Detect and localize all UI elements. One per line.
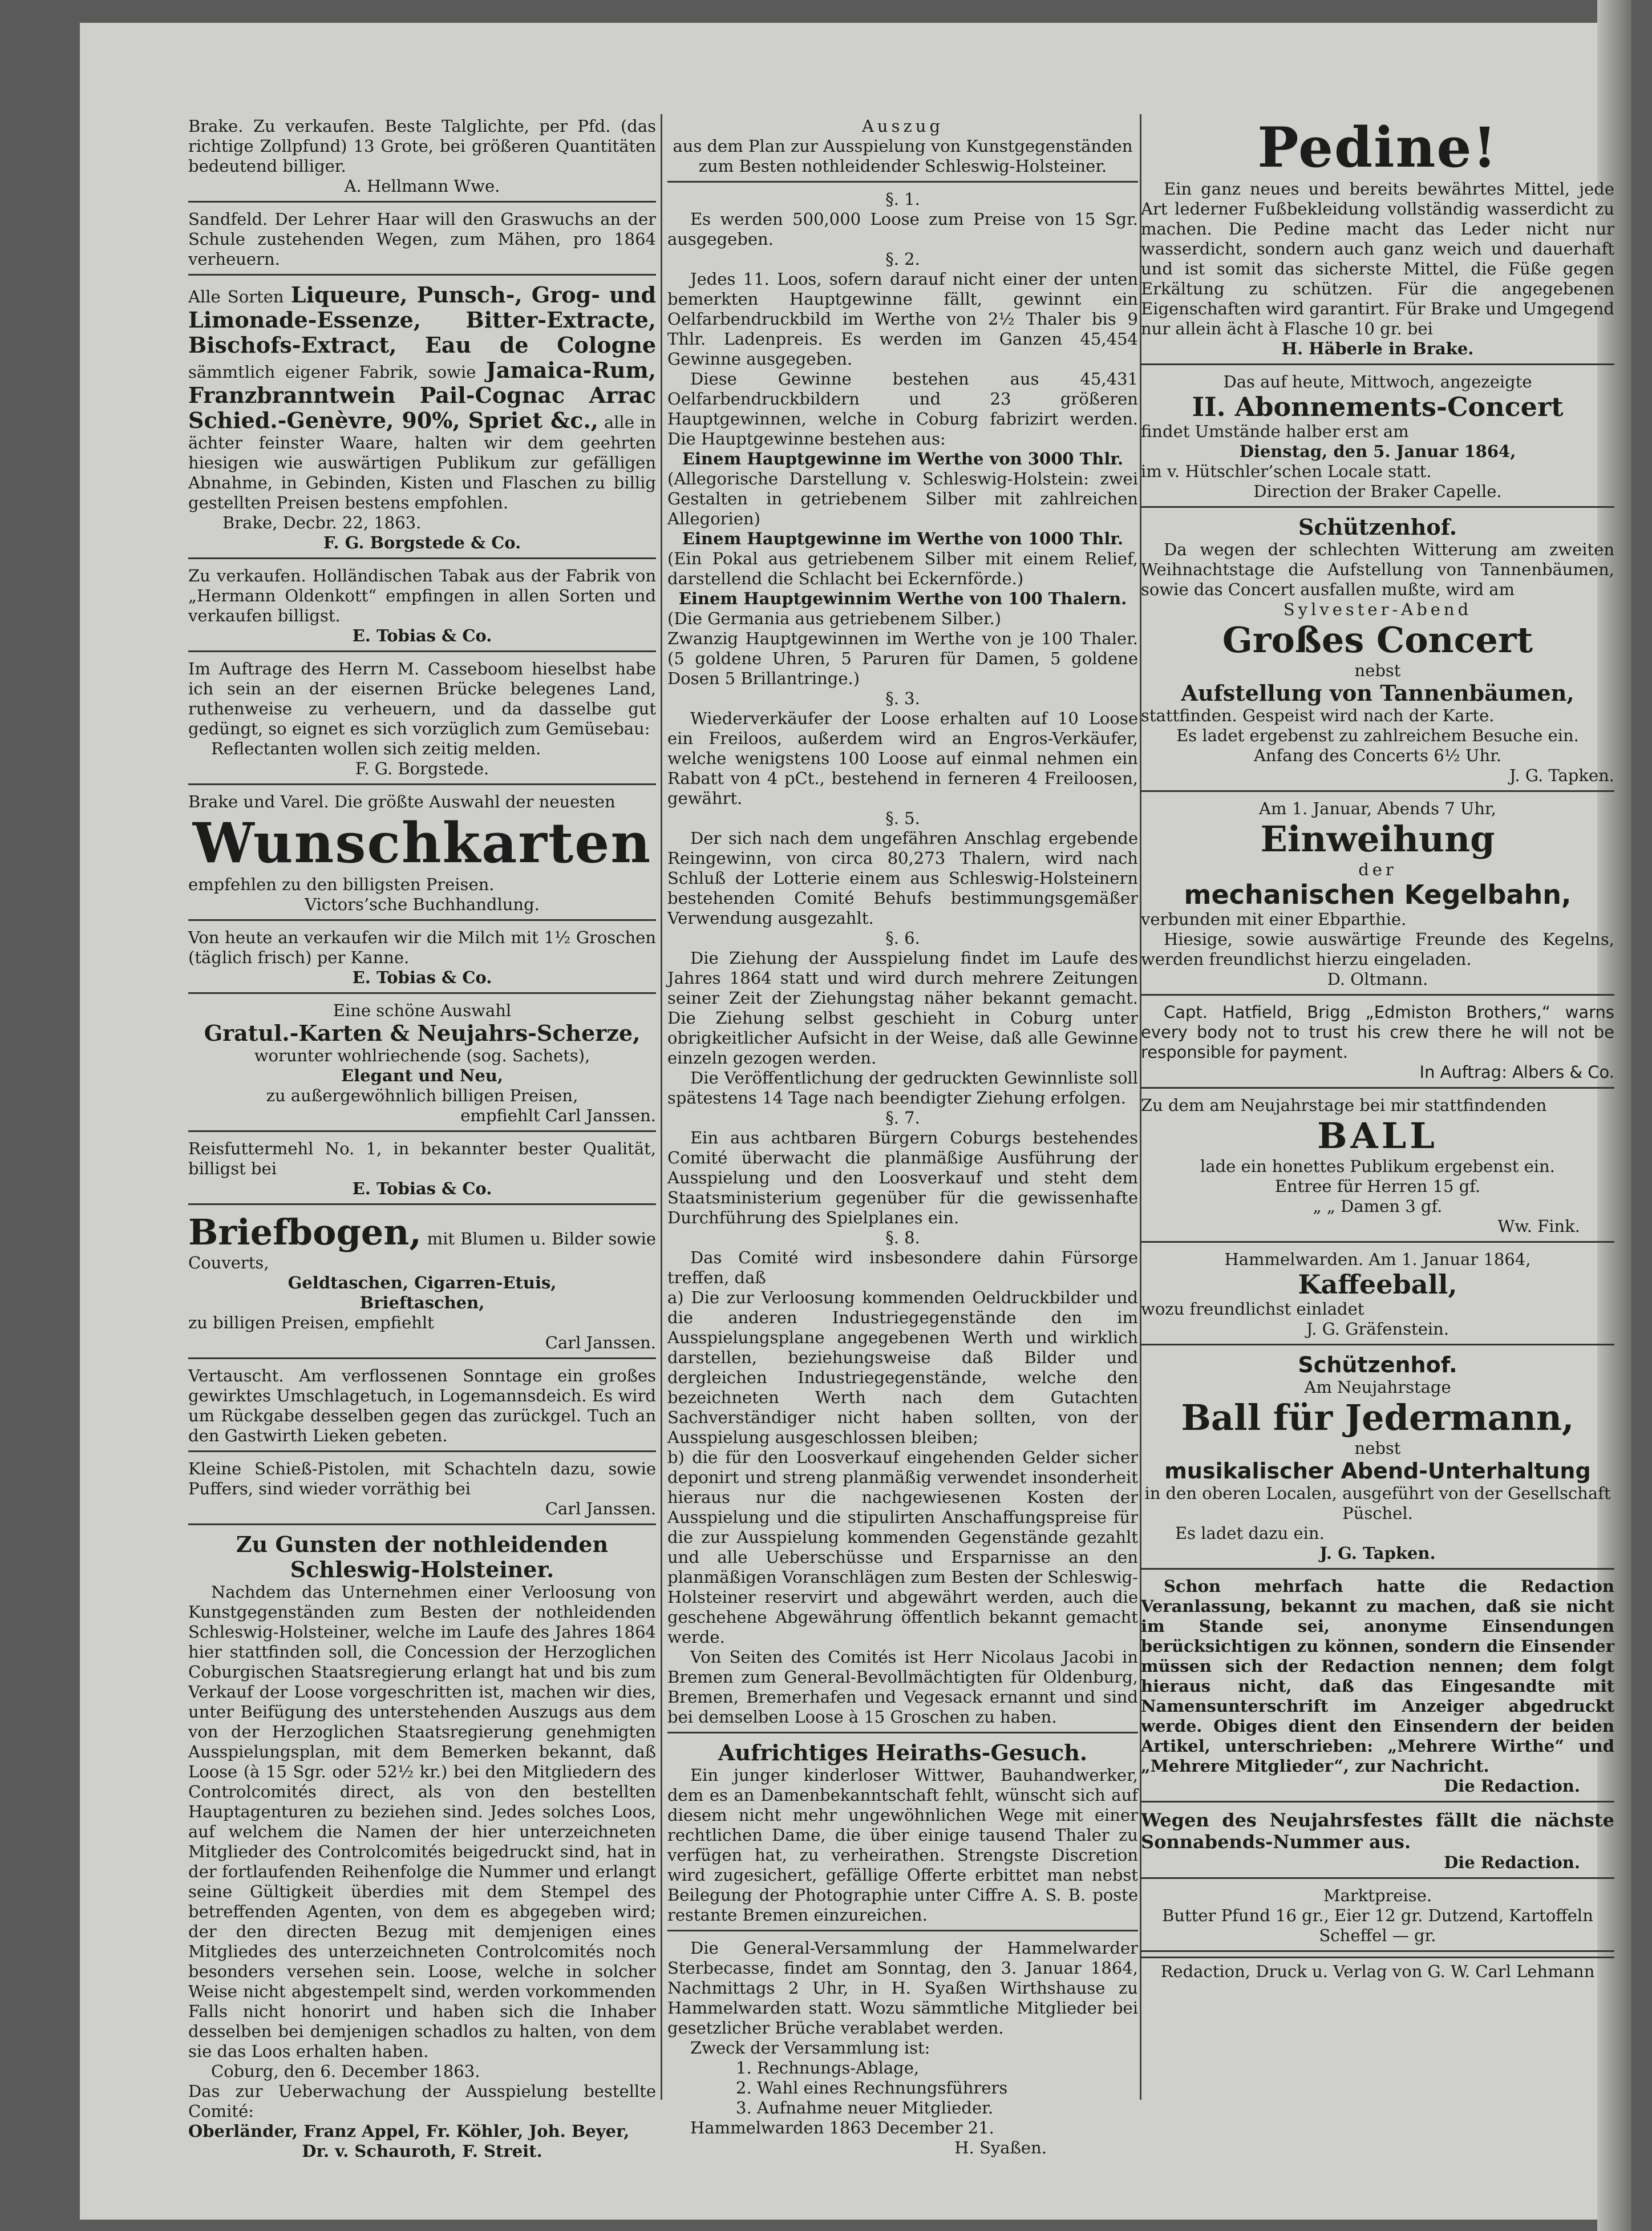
ad-text: Geldtaschen, Cigarren-Etuis, [288,1273,557,1292]
ad-headline: II. Abonnements-Concert [1192,391,1564,422]
ad-text: Capt. Hatfield, Brigg „Edmiston Brothers,“ warns every body not to trust his crew there he will not be responsible for payment. [1141,1003,1614,1062]
ad-text: Ein ganz neues und bereits bewährtes Mittel, jede Art lederner Fußbekleidung vollständig wasserdicht zu machen. Die Pedine macht das Leder nicht nur wasserdicht, sondern auch ganz weich und dauerhaft und ist somit das sicherste Mittel, die Füße gegen Erkältung zu schützen. Für die angegebenen Eigenschaften wird garantirt. Für Brake und Umgegend nur allein ächt à Flasche 10 gr. bei [1141,179,1614,338]
ad-ball-fuer-jedermann [1141,1350,1614,1570]
ad-signature: Victors’sche Buchhandlung. [305,895,540,914]
ad-signature: Direction der Braker Capelle. [1253,482,1502,501]
ad-wunschkarten [188,790,656,921]
ad-schuetzenhof-concert [1141,512,1614,792]
ad-signature: empfiehlt Carl Janssen. [460,1106,656,1125]
ad-text: Zu verkaufen. Holländischen Tabak aus der Fabrik von „Hermann Oldenkott“ empfingen in allen Sorten und verkaufen billigst. [188,566,656,625]
ad-text: Zu dem am Neujahrstage bei mir stattfindenden [1141,1096,1547,1115]
ad-text: lade ein honettes Publikum ergebenst ein. [1200,1157,1555,1176]
paragraph-text: Jedes 11. Loos, sofern darauf nicht einer der unten bemerkten Hauptgewinne fällt, gewinnt ein Oelfarbendruckbild im Werthe von 2½ Thaler bis 9 Thlr. Ladenpreis. Es werden im Ganzen 45,454 Gewinne ausgegeben. [667,269,1138,369]
ad-signature: A. Hellmann Wwe. [344,176,500,196]
ad-text: nebst [1354,661,1401,680]
ad-heirathsgesuch [667,1738,1138,1931]
ad-headline: Liqueure, Punsch-, Grog- und Limonade-Essenze, Bitter-Extracte, Bischofs-Extract, Eau de Cologne [188,282,657,358]
ad-text: Reflectanten wollen sich zeitig melden. [211,739,541,758]
ad-date: Hammelwarden 1863 December 21. [690,2118,994,2137]
ad-text: sämmtlich eigener Fabrik, sowie [188,362,476,382]
prize-text: (Ein Pokal aus getriebenem Silber mit einem Relief, darstellend die Schlacht bei Eckernförde.) [667,549,1138,588]
notice-text: Schon mehrfach hatte die Redaction Veranlassung, bekannt zu machen, daß sie nicht im Stande sei, anonyme Einsendungen berücksichtigen zu können, sondern die Einsender müssen sich der Redaction nennen; dem folgt hieraus nicht, daß das Eingesandte mit Namensunterschrift im Anzeiger abgedruckt werde. Obiges dient den Einsendern der beiden Artikel, unterschrieben: „Mehrere Wirthe“ und „Mehrere Mitglieder“, zur Nachricht. [1141,1577,1614,1776]
ad-headline: Schleswig-Holsteiner. [290,1557,554,1582]
ad-signature: Carl Janssen. [545,1333,656,1352]
ad-headline: BALL [1317,1115,1438,1157]
ad-signature: F. G. Borgstede. [355,759,489,778]
ad-briefbogen [188,1210,656,1359]
prize-text: Zwanzig Hauptgewinnen im Werthe von je 100 Thaler. (5 goldene Uhren, 5 Paruren für Damen, 5 goldene Dosen 5 Brillantringe.) [667,629,1138,688]
ad-text: Sylvester-Abend [1283,600,1472,619]
ad-signature: E. Tobias & Co. [352,968,492,987]
ad-milch [188,925,656,994]
lottery-plan [667,114,1138,183]
paragraph-text: b) die für den Loosverkauf eingehenden Gelder sicher deponirt und streng planmäßig verwendet insonderheit hieraus nur die nachgewiesenen Kosten der Ausspielung und die stipulirten Anschaffungspreise für die zur Ausspielung kommenden Gegenstände gezahlt und alle Ueberschüsse und Ersparnisse an den planmäßigen Voranschlägen zum Besten der Schleswig-Holsteiner reservirt und abgewährt werden, auch die geschehene Abgewährung öffentlich bekannt gemacht werde. [667,1448,1138,1647]
ad-liqueure [188,280,656,559]
ad-text: findet Umstände halber erst am [1141,422,1409,441]
ad-headline: Schützenhof. [1298,514,1457,540]
paragraph-text: Wiederverkäufer der Loose erhalten auf 10 Loose ein Freiloos, außerdem wird an Engros-Verkäufer, welche wenigstens 100 Loose auf einmal nehmen ein Rabatt von 4 pCt., bestehend in ferneren 4 Freiloosen, gewährt. [667,709,1138,808]
market-title: Marktpreise. [1323,1886,1432,1905]
paragraph-number: §. 6. [885,928,920,948]
paragraph-number: §. 7. [885,1108,920,1127]
ad-text: Brieftaschen, [359,1293,485,1312]
ad-text: Zweck der Versammlung ist: [690,2038,930,2058]
ad-headline: Einweihung [1260,818,1495,860]
ad-date: Brake, Decbr. 22, 1863. [222,513,422,532]
ad-text: Anfang des Concerts 6½ Uhr. [1253,746,1502,765]
column-1 [188,114,656,2171]
ad-headline: Wunschkarten [192,811,652,875]
ad-land [188,657,656,785]
paragraph-text: Ein aus achtbaren Bürgern Coburgs bestehendes Comité überwacht die planmäßige Ausführung der Ausspielung und den Loosverkauf und steht dem Staatsministerium gegenüber für die gewissenhafte Durchführung des Spielplanes ein. [667,1128,1138,1227]
ad-text: im v. Hütschler’schen Locale statt. [1141,462,1432,481]
prize-text: (Allegorische Darstellung v. Schleswig-Holstein: zwei Gestalten in getriebenem Silber mit zahlreichen Allegorien) [667,469,1138,528]
ad-text: Es ladet ergebenst zu zahlreichem Besuche ein. [1176,726,1579,745]
ad-text: wozu freundlichst einladet [1141,1299,1364,1319]
ad-text: verbunden mit einer Ebparthie. [1141,910,1407,929]
ad-signature: In Auftrag: Albers & Co. [1419,1062,1614,1082]
ad-signature: Dr. v. Schauroth, F. Streit. [302,2141,542,2161]
ad-text: „ „ Damen 3 gf. [1313,1197,1443,1216]
ad-headline: Aufrichtiges Heiraths-Gesuch. [718,1740,1088,1765]
ad-text: Entree für Herren 15 gf. [1274,1177,1481,1196]
ad-tabak [188,564,656,652]
ad-text: Brake und Varel. Die größte Auswahl der neuesten [188,792,616,811]
ad-reisfuttermehl [188,1137,656,1205]
ad-signature: Oberländer, Franz Appel, Fr. Köhler, Joh. Beyer, [188,2121,630,2141]
ad-text: empfehlen zu den billigsten Preisen. [188,875,495,894]
prize-title: Einem Hauptgewinne im Werthe von 3000 Thlr. [682,449,1124,468]
ad-signature: Carl Janssen. [545,1499,656,1518]
prize-title: Einem Hauptgewinne im Werthe von 1000 Thlr. [682,529,1124,548]
paragraph-text: Der sich nach dem ungefähren Anschlag ergebende Reingewinn, von circa 80,273 Thalern, wird nach Schluß der Lotterie einem aus Schleswig-Holsteinern bestehenden Comité Behufs bestimmungsgemäßer Verwendung ausgezahlt. [667,828,1138,928]
paragraph-text: Es werden 500,000 Loose zum Preise von 15 Sgr. ausgegeben. [667,209,1138,249]
ad-text: zu außergewöhnlich billigen Preisen, [266,1086,578,1105]
ad-headline: Kaffeeball, [1298,1269,1457,1300]
lottery-paragraphs [667,187,1138,1733]
column-3 [1141,114,1614,1982]
ad-signature: F. G. Borgstede & Co. [323,533,521,552]
paragraph-text: Die Veröffentlichung der gedruckten Gewinnliste soll spätestens 14 Tage nach beendigter Ziehung erfolgen. [667,1068,1138,1108]
prize-text: (Die Germania aus getriebenem Silber.) [667,609,1002,628]
paragraph-number: §. 2. [885,249,920,269]
ad-text: Alle Sorten [188,287,284,306]
ad-text: Hiesige, sowie auswärtige Freunde des Kegelns, werden freundlichst hierzu eingeladen. [1141,929,1614,969]
ad-headline: musikalischer Abend-Unterhaltung [1164,1458,1591,1484]
ad-signature: E. Tobias & Co. [352,626,492,645]
ad-text: Am 1. Januar, Abends 7 Uhr, [1259,799,1496,818]
ad-text: in den oberen Localen, ausgeführt von der Gesellschaft Püschel. [1144,1484,1611,1523]
ad-text: Von heute an verkaufen wir die Milch mit 1½ Groschen (täglich frisch) per Kanne. [188,928,656,967]
ad-text: mit Blumen u. Bilder sowie Couverts, [188,1229,656,1272]
ad-kaffeeball [1141,1247,1614,1345]
ad-text: Kleine Schieß-Pistolen, mit Schachteln dazu, sowie Puffers, sind wieder vorräthig bei [188,1459,656,1498]
ad-text: Das zur Ueberwachung der Ausspielung bestellte Comité: [188,2082,656,2121]
paragraph-number: §. 8. [885,1228,920,1247]
prize-title: Einem Hauptgewinnim Werthe von 100 Thalern. [678,589,1127,608]
ad-signature: J. G. Tapken. [1319,1543,1436,1563]
ad-talglichte [188,114,656,203]
ad-schleswig-holsteiner [188,1530,656,2166]
paragraph-number: §. 5. [885,809,920,828]
ad-text: Eine schöne Auswahl [333,1001,512,1020]
section-subtitle: aus dem Plan zur Ausspielung von Kunstgegenständen zum Besten nothleidender Schleswig-Holsteiner. [673,136,1133,176]
ad-text: Hammelwarden. Am 1. Januar 1864, [1224,1250,1531,1269]
ad-text: Elegant und Neu, [341,1066,503,1085]
paragraph-text: Diese Gewinne bestehen aus 45,431 Oelfarbendruckbildern und 23 größeren Hauptgewinnen, welche in Coburg fabrizirt werden. Die Hauptgewinne bestehen aus: [667,369,1138,448]
notice-signature: Die Redaction. [1444,1853,1580,1872]
ad-signature: Ww. Fink. [1497,1216,1580,1236]
ad-headline: mechanischen Kegelbahn, [1184,879,1572,910]
ad-headline: Aufstellung von Tannenbäumen, [1181,680,1574,706]
ad-sandfeld [188,207,656,276]
ad-abonnements-concert [1141,370,1614,508]
ad-text: worunter wohlriechende (sog. Sachets), [254,1046,590,1065]
ad-text: Sandfeld. Der Lehrer Haar will den Graswuchs an der Schule zustehenden Wegen, zum Mähen, pro 1864 verheuern. [188,209,656,269]
ad-generalversammlung [667,1936,1138,2163]
ad-headline: Schützenhof. [1298,1352,1457,1377]
ad-pedine [1141,114,1614,365]
ad-text: Die General-Versammlung der Hammelwarder Sterbecasse, findet am Sonntag, den 3. Januar 1864, Nachmittags 2 Uhr, in H. Syaßen Wirthshause zu Hammelwarden statt. Wozu sämmtliche Mitglieder bei gesetzlicher Brüche verablabet werden. [667,1938,1138,2038]
paragraph-text: Das Comité wird insbesondere dahin Fürsorge treffen, daß [667,1248,1138,1287]
ad-text: Am Neujahrstage [1304,1377,1451,1397]
ad-gratulationskarten [188,999,656,1132]
ad-text: Dienstag, den 5. Januar 1864, [1239,442,1516,461]
paragraph-number: §. 3. [885,689,920,708]
market-prices [1141,1884,1614,1952]
ad-text: Das auf heute, Mittwoch, angezeigte [1223,372,1532,391]
ad-text: Brake. Zu verkaufen. Beste Talglichte, per Pfd. (das richtige Zollpfund) 13 Grote, bei größeren Quantitäten bedeutend billiger. [188,116,656,176]
notice-text: Wegen des Neujahrsfestes fällt die nächste Sonnabends-Nummer aus. [1141,1809,1614,1853]
ad-text: 2. Wahl eines Rechnungsführers [736,2078,1008,2097]
ad-kegelbahn [1141,797,1614,996]
ad-text: Vertauscht. Am verflossenen Sonntage ein großes gewirktes Umschlagetuch, in Logemannsdeich. Es wird um Rückgabe desselben gegen das zurückgel. Tuch an den Gastwirth Lieken gebeten. [188,1366,656,1445]
ad-date: Coburg, den 6. December 1863. [211,2062,480,2081]
ad-headline: Gratul.-Karten & Neujahrs-Scherze, [204,1020,641,1046]
ad-signature: E. Tobias & Co. [352,1179,492,1198]
ad-captain-notice [1141,1000,1614,1089]
paragraph-text: a) Die zur Verloosung kommenden Oeldruckbilder und die anderen Industriegegenstände den im Ausspielungsplane angegebenen Werth und wirklich darstellen, beziehungsweise daß Bilder und dergleichen Industriegegenstände, welche den bezeichneten Werth nach dem Gutachten Sachverständiger nicht haben sollten, von der Ausspielung ausgeschlossen bleiben; [667,1288,1138,1447]
ad-text: Reisfuttermehl No. 1, in bekannter bester Qualität, billigst bei [188,1139,656,1178]
column-rule [661,114,662,2100]
ad-text: Ein junger kinderloser Wittwer, Bauhandwerker, dem es an Damenbekanntschaft fehlt, wünscht sich auf diesem nicht mehr ungewöhnlichen Wege mit einer rechtlichen Dame, die über einige tausend Thaler zu verfügen hat, zu verheirathen. Strengste Discretion wird zugesichert, gefällige Offerte erbittet man nebst Beilegung der Photographie unter Ciffre A. S. B. poste restante Bremen einzureichen. [667,1765,1138,1925]
ad-text: nebst [1354,1438,1401,1458]
market-text: Butter Pfund 16 gr., Eier 12 gr. Dutzend, Kartoffeln Scheffel — gr. [1162,1906,1593,1945]
ad-text: alle in ächter feinster Waare, halten wir dem geehrten hiesigen wie auswärtigen Publikum zur gefälligen Abnahme, in Gebinden, Kisten und Flaschen zu billig gestellten Preisen bestens empfohlen. [188,413,657,512]
ad-pistolen [188,1457,656,1525]
ad-headline: Zu Gunsten der nothleidenden [236,1531,609,1557]
ad-signature: D. Oltmann. [1327,969,1428,989]
column-2 [667,114,1138,2167]
paragraph-number: §. 1. [885,189,920,209]
ad-text: 1. Rechnungs-Ablage, [736,2058,920,2078]
ad-text: zu billigen Preisen, empfiehlt [188,1313,434,1332]
ad-text: der [1358,860,1397,879]
ad-text: stattfinden. Gespeist wird nach der Karte. [1141,706,1495,725]
imprint [1141,1957,1614,1982]
ad-text: Nachdem das Unternehmen einer Verloosung von Kunstgegenständen zum Besten der nothleidenden Schleswig-Holsteiner, welche im Laufe des Jahres 1864 hier stattfinden soll, die Concession der Herzoglichen Coburgischen Staatsregierung erlangt hat und bis zum Verkauf der Loose vorgeschritten ist, machen wir dies, unter Beifügung des unterstehenden Auszugs aus dem von der Herzoglichen Staatsregierung genehmigten Ausspielungsplan, mit dem Bemerken bekannt, daß Loose (à 15 Sgr. oder 52½ kr.) bei den Mitgliedern des Controlcomités direct, als von den bestellten Hauptagenturen zu beziehen sind. Jedes solches Loos, auf welchem die Namen der hier unterzeichneten Mitglieder des Controlcomités beigedruckt sind, hat in der fortlaufenden Reihenfolge die Nummer und erlangt seine Gültigkeit überdies mit dem Stempel des betreffenden Agenten, von dem es abgegeben wird; der den directen Bezug mit demjenigen eines Mitgliedes des unterzeichneten Controlcomités noch besonders versehen sein. Loose, welche in solcher Weise nicht abgestempelt sind, werden vorkommenden Falls nicht honorirt und haben sich die Inhaber desselben bei demjenigen schadlos zu halten, von dem sie das Loos erhalten haben. [188,1582,656,2061]
ad-vertauscht [188,1364,656,1452]
ad-headline: Großes Concert [1222,619,1533,661]
ad-signature: H. Häberle in Brake. [1281,339,1474,358]
notice-neujahr [1141,1807,1614,1879]
ad-text: 3. Aufnahme neuer Mitglieder. [736,2098,994,2117]
paragraph-text: Von Seiten des Comités ist Herr Nicolaus Jacobi in Bremen zum General-Bevollmächtigten für Oldenburg, Bremen, Bremerhafen und Vegesack ernannt und sind bei demselben Loose à 15 Groschen zu haben. [667,1647,1138,1727]
paragraph-text: Die Ziehung der Ausspielung findet im Laufe des Jahres 1864 statt und wird durch mehrere Zeitungen seiner Zeit der Ziehungstag näher bekannt gemacht. Die Ziehung selbst geschieht in Coburg unter obrigkeitlicher Aufsicht in der Weise, daß alle Gewinne einzeln gezogen werden. [667,948,1138,1068]
ad-headline: Jamaica-Rum, Franzbranntwein Pail-Cognac Arrac Schied.-Genèvre, 90%, Spriet &c., [188,357,656,433]
ad-text: Es ladet dazu ein. [1175,1523,1325,1543]
notice-redaction [1141,1574,1614,1802]
ad-headline: Ball für Jedermann, [1181,1397,1574,1438]
ad-headline: Pedine! [1257,115,1498,180]
ad-ball [1141,1093,1614,1243]
notice-signature: Die Redaction. [1444,1776,1580,1796]
ad-signature: J. G. Tapken. [1509,766,1614,785]
ad-text: Da wegen der schlechten Witterung am zweiten Weihnachtstage die Aufstellung von Tannenbäumen, sowie das Concert ausfallen mußte, wird am [1141,540,1614,599]
ad-headline: Briefbogen, [188,1211,422,1253]
ad-text: Im Auftrage des Herrn M. Casseboom hieselbst habe ich sein an der eisernen Brücke belegenes Land, ruthenweise zu verheuern, und da dasselbe gut gedüngt, so eignet es sich vorzüglich zum Gemüsebau: [188,659,656,738]
ad-signature: J. G. Gräfenstein. [1306,1319,1449,1339]
ad-signature: H. Syaßen. [954,2138,1047,2157]
imprint-text: Redaction, Druck u. Verlag von G. W. Carl Lehmann [1160,1962,1595,1981]
section-title: Auszug [861,116,944,136]
